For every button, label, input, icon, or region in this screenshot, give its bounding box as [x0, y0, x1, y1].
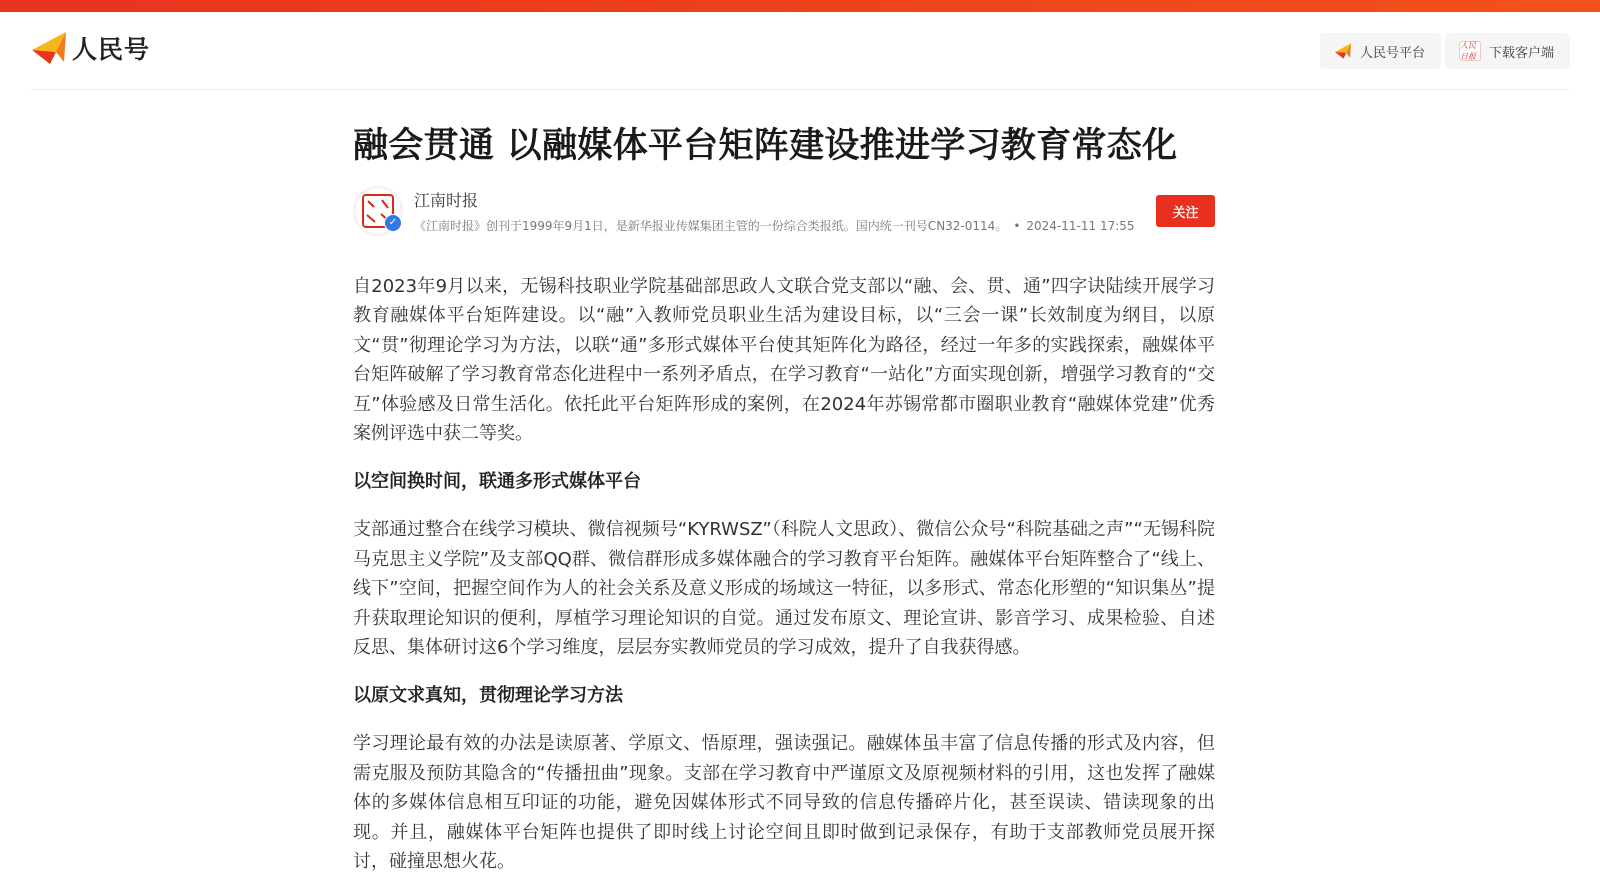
author-name[interactable]: 江南时报: [414, 191, 479, 210]
meta-separator: •: [1013, 219, 1021, 233]
section-heading: 以原文求真知，贯彻理论学习方法: [353, 685, 623, 707]
app-icon: 人民日报: [1459, 41, 1481, 61]
download-button-label: 下载客户端: [1488, 45, 1554, 61]
article-body: [353, 272, 1223, 877]
platform-button[interactable]: [1320, 33, 1441, 69]
top-accent-bar: [0, 0, 1600, 12]
author-description-line: [414, 217, 1135, 234]
logo-flag-icon: [1334, 42, 1352, 60]
publish-date: 2024-11-11 17:55: [1026, 219, 1135, 233]
platform-button-label: 人民号平台: [1359, 45, 1425, 61]
site-header: [30, 12, 1570, 90]
site-logo[interactable]: [30, 30, 150, 66]
article-paragraph: 支部通过整合在线学习模块、微信视频号“KYRWSZ”（科院人文思政）、微信公众号“科院基础之声”“无锡科院马克思主义学院”及支部QQ群、微信群形成多媒体融合的学习教育平台矩阵。融媒体平台矩阵整合了“线上、线下”空间，把握空间作为人的社会关系及意义形成的场域这一特征，以多形式、常态化形塑的“知识集丛”提升获取理论知识的便利，厚植学习理论知识的自觉。通过发布原文、理论宣讲、影音学习、成果检验、自述反思、集体研讨这6个学习维度，层层夯实教师党员的学习成效，提升了自我获得感。: [353, 519, 1215, 659]
article-title: 融会贯通 以融媒体平台矩阵建设推进学习教育常态化: [353, 126, 1178, 166]
author-bar: [353, 186, 1223, 242]
article-paragraph: 自2023年9月以来，无锡科技职业学院基础部思政人文联合党支部以“融、会、贯、通”四字诀陆续开展学习教育融媒体平台矩阵建设。以“融”入教师党员职业生活为建设目标，以“三会一课”长效制度为纲目，以原文“贯”彻理论学习为方法，以联“通”多形式媒体平台使其矩阵化为路径，经过一年多的实践探索，融媒体平台矩阵破解了学习教育常态化进程中一系列矛盾点，在学习教育“一站化”方面实现创新，增强学习教育的“交互”体验感及日常生活化。依托此平台矩阵形成的案例，在2024年苏锡常都市圈职业教育“融媒体党建”优秀案例评选中获二等奖。: [353, 276, 1215, 445]
author-description: 《江南时报》创刊于1999年9月1日，是新华报业传媒集团主管的一份综合类报纸。国内统一刊号CN32-0114。: [414, 219, 1008, 233]
follow-button[interactable]: 关注: [1156, 195, 1215, 227]
verified-badge-icon: ✓: [384, 214, 402, 232]
section-heading: 以空间换时间，联通多形式媒体平台: [353, 471, 641, 493]
article: [353, 118, 1223, 896]
logo-flag-icon: [30, 30, 68, 66]
article-paragraph: 学习理论最有效的办法是读原著、学原文、悟原理，强读强记。融媒体虽丰富了信息传播的形式及内容，但需克服及预防其隐含的“传播扭曲”现象。支部在学习教育中严谨原文及原视频材料的引用，这也发挥了融媒体的多媒体信息相互印证的功能，避免因媒体形式不同导致的信息传播碎片化，甚至误读、错读现象的出现。并且，融媒体平台矩阵也提供了即时线上讨论空间且即时做到记录保存，有助于支部教师党员展开探讨，碰撞思想火花。: [353, 733, 1215, 873]
download-client-button[interactable]: [1445, 33, 1570, 69]
logo-text: 人民号: [72, 35, 151, 64]
